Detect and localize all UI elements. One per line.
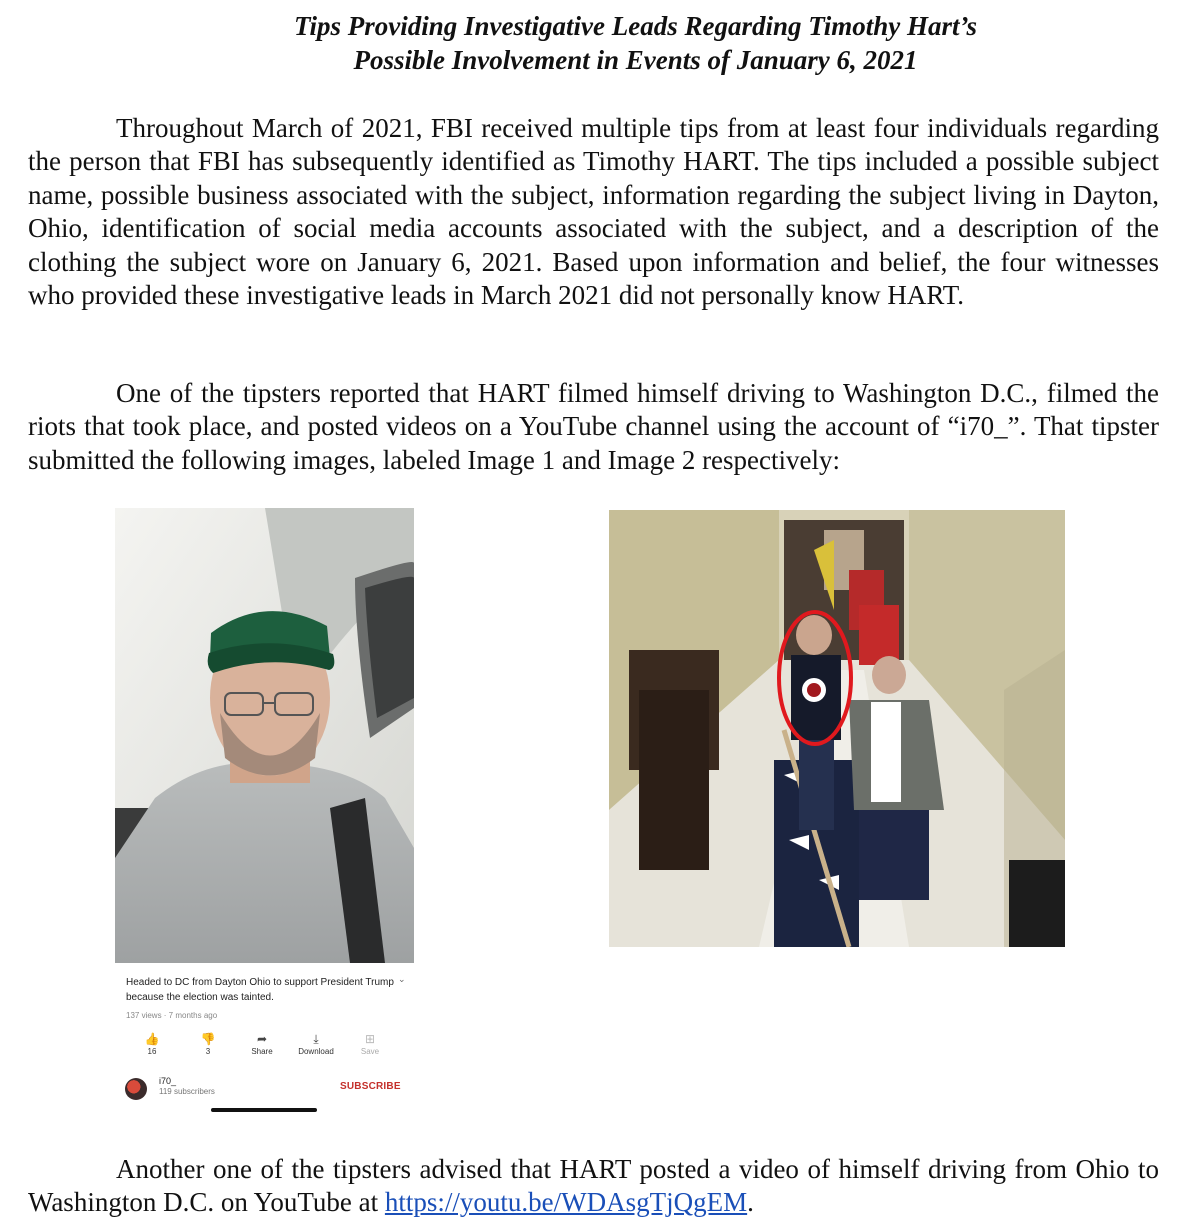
paragraph-tips-summary: Throughout March of 2021, FBI received multiple tips from at least four individuals regarding the person that FBI has subsequently identified as Timothy HART. The tips included a possible subject name, possible business associated with the subject, information regarding the subject living in Dayton, Ohio, identification of social media accounts associated with the subject, and a description of the clothing the subject wore on January 6, 2021. Based upon information and belief, the four witnesses who provided these investigative leads in March 2021 did not personally know HART. xyxy=(28,113,1159,311)
expand-chevron-icon[interactable]: ⌄ xyxy=(398,975,406,985)
thumbs-down-icon: 👎 xyxy=(200,1032,216,1046)
subscribe-button[interactable]: SUBSCRIBE xyxy=(340,1081,401,1092)
video-actions-bar xyxy=(125,1031,395,1065)
subscriber-count: 119 subscribers xyxy=(159,1087,215,1096)
channel-avatar[interactable] xyxy=(125,1078,147,1100)
thumbs-up-icon: 👍 xyxy=(144,1032,160,1046)
video-views-date: 137 views · 7 months ago xyxy=(126,1011,218,1020)
paragraph-3-end: . xyxy=(747,1187,754,1218)
share-label: Share xyxy=(251,1047,273,1056)
document-title-line-1: Tips Providing Investigative Leads Regarding Timothy Hart’s xyxy=(294,11,977,41)
home-indicator-bar xyxy=(211,1108,317,1112)
youtube-video-link[interactable]: https://youtu.be/WDAsgTjQgEM xyxy=(384,1187,748,1218)
download-label: Download xyxy=(298,1047,334,1056)
channel-row xyxy=(125,1076,415,1102)
document-title-line-2: Possible Involvement in Events of January 6, 2021 xyxy=(353,45,918,75)
dislike-button[interactable] xyxy=(181,1031,235,1056)
like-count: 16 xyxy=(147,1047,157,1056)
paragraph-youtube-tip: One of the tipsters reported that HART filmed himself driving to Washington D.C., filmed the riots that took place, and posted videos on a YouTube channel using the account of “i70_”. That tipster submitted the following images, labeled Image 1 and Image 2 respectively: xyxy=(28,378,1159,475)
save-icon: ⊞ xyxy=(364,1032,376,1046)
channel-name[interactable]: i70_ xyxy=(159,1076,177,1086)
save-button[interactable] xyxy=(343,1031,397,1056)
image-1-youtube-screenshot xyxy=(115,508,414,1118)
share-button[interactable] xyxy=(235,1031,289,1056)
download-icon: ⤓ xyxy=(313,1032,319,1046)
selfie-photo xyxy=(115,508,414,963)
image-2-hallway-photo xyxy=(609,510,1065,947)
paragraph-video-link-tip xyxy=(28,1153,1159,1220)
dislike-count: 3 xyxy=(205,1047,211,1056)
paragraph-3-text: Another one of the tipsters advised that HART posted a video of himself driving from Ohio to Washington D.C. on YouTube at xyxy=(28,1154,1159,1218)
video-title[interactable]: Headed to DC from Dayton Ohio to support President Trump because the election was tainted. xyxy=(126,977,394,1003)
like-button[interactable] xyxy=(125,1031,179,1056)
share-icon: ➦ xyxy=(256,1032,268,1046)
save-label: Save xyxy=(360,1047,380,1056)
download-button[interactable] xyxy=(289,1031,343,1056)
